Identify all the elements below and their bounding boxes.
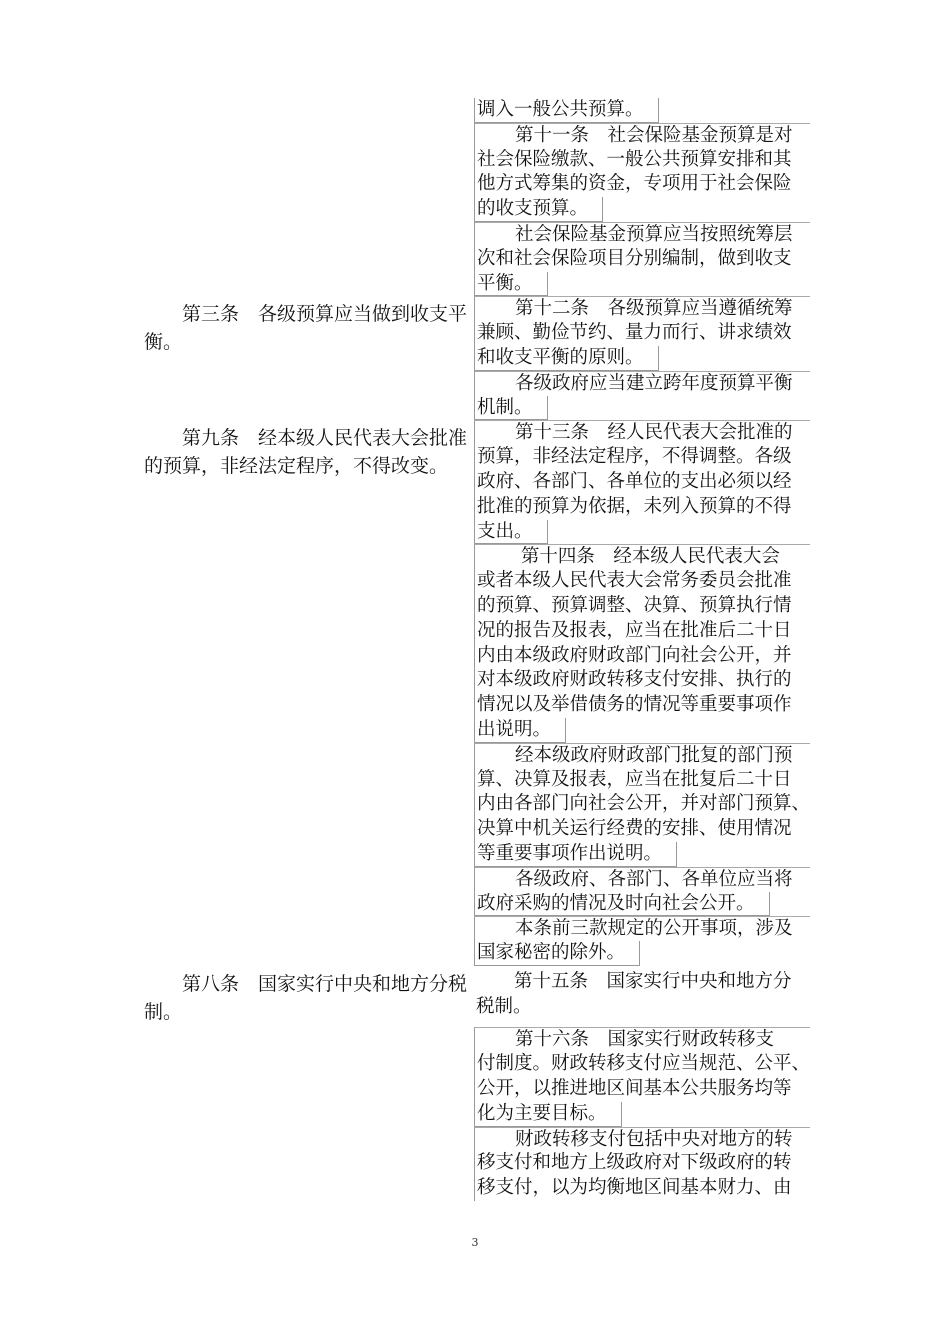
paragraph-line: 第十一条 社会保险基金预算是对 (474, 123, 810, 148)
paragraph-line: 的收支预算。 (474, 197, 603, 222)
paragraph-line: 第十四条 经本级人民代表大会 (474, 544, 810, 569)
paragraph-line: 政府采购的情况及时向社会公开。 (474, 892, 770, 917)
paragraph-line: 兼顾、勤俭节约、量力而行、讲求绩效 (474, 321, 810, 346)
paragraph-line: 或者本级人民代表大会常务委员会批准 (474, 569, 810, 594)
paragraph-line: 本条前三款规定的公开事项，涉及 (474, 916, 810, 941)
paragraph-line: 移支付，以为均衡地区间基本财力、由 (474, 1176, 810, 1201)
paragraph-line: 算、决算及报表，应当在批复后二十日 (474, 768, 810, 793)
left-article-line: 第八条 国家实行中央和地方分税 (182, 973, 468, 995)
paragraph-line: 和收支平衡的原则。 (474, 346, 659, 371)
paragraph-line: 社会保险缴款、一般公共预算安排和其 (474, 148, 810, 173)
paragraph-line: 移支付和地方上级政府对下级政府的转 (474, 1151, 810, 1176)
paragraph-line: 化为主要目标。 (474, 1102, 622, 1127)
paragraph-line: 各级政府、各部门、各单位应当将 (474, 867, 810, 892)
left-article-line: 的预算，非经法定程序，不得改变。 (144, 455, 449, 477)
left-article-8 (144, 970, 474, 1026)
paragraph-line: 各级政府应当建立跨年度预算平衡 (474, 371, 810, 396)
article-14-paragraph (474, 544, 810, 742)
paragraph-line: 第十三条 经人民代表大会批准的 (474, 420, 810, 445)
paragraph-line: 第十六条 国家实行财政转移支 (474, 1027, 810, 1052)
paragraph-line: 第十二条 各级预算应当遵循统筹 (474, 296, 810, 321)
left-article-3 (144, 300, 474, 356)
article-16-paragraph (474, 1027, 810, 1126)
paragraph-line: 内由各部门向社会公开，并对部门预算、 (474, 792, 810, 817)
paragraph-line: 他方式筹集的资金，专项用于社会保险 (474, 172, 810, 197)
paragraph-line: 机制。 (474, 396, 548, 421)
paragraph-line: 政府、各部门、各单位的支出必须以经 (474, 470, 810, 495)
article-11-paragraph (474, 123, 810, 222)
left-article-line: 第三条 各级预算应当做到收支平 (182, 303, 468, 325)
paragraph-line: 支出。 (474, 520, 548, 545)
paragraph-line: 国家秘密的除外。 (474, 941, 640, 966)
paragraph-line: 第十五条 国家实行中央和地方分 (514, 970, 792, 992)
paragraph (474, 867, 810, 917)
paragraph (474, 371, 810, 421)
paragraph (474, 743, 810, 867)
paragraph-line: 平衡。 (474, 272, 548, 297)
left-article-line: 衡。 (144, 331, 183, 353)
paragraph-line: 批准的预算为依据，未列入预算的不得 (474, 495, 810, 520)
paragraph-line: 调入一般公共预算。 (474, 98, 659, 123)
paragraph (474, 98, 810, 123)
paragraph-line: 社会保险基金预算应当按照统筹层 (474, 222, 810, 247)
article-13-paragraph (474, 420, 810, 544)
left-article-9 (144, 424, 474, 480)
paragraph-line: 出说明。 (474, 718, 566, 743)
paragraph-line: 等重要事项作出说明。 (474, 842, 677, 867)
paragraph-line: 对本级政府财政转移支付安排、执行的 (474, 668, 810, 693)
left-article-line: 制。 (144, 1001, 183, 1023)
left-article-line: 第九条 经本级人民代表大会批准 (182, 427, 468, 449)
page-number: 3 (471, 1236, 479, 1249)
paragraph-line: 内由本级政府财政部门向社会公开，并 (474, 644, 810, 669)
paragraph (474, 1127, 810, 1201)
paragraph-line: 情况以及举借债务的情况等重要事项作 (474, 693, 810, 718)
paragraph-line: 次和社会保险项目分别编制，做到收支 (474, 247, 810, 272)
article-15-paragraph (474, 970, 810, 1020)
right-column (474, 98, 810, 1201)
paragraph-line: 况的报告及报表，应当在批准后二十日 (474, 619, 810, 644)
paragraph-line: 经本级政府财政部门批复的部门预 (474, 743, 810, 768)
paragraph (474, 222, 810, 296)
paragraph-line: 税制。 (476, 995, 532, 1017)
paragraph-line: 的预算、预算调整、决算、预算执行情 (474, 594, 810, 619)
article-12-paragraph (474, 296, 810, 370)
paragraph-line: 付制度。财政转移支付应当规范、公平、 (474, 1052, 810, 1077)
paragraph-line: 财政转移支付包括中央对地方的转 (474, 1127, 810, 1152)
paragraph (474, 916, 810, 966)
paragraph-line: 决算中机关运行经费的安排、使用情况 (474, 817, 810, 842)
paragraph-line: 公开，以推进地区间基本公共服务均等 (474, 1077, 810, 1102)
paragraph-line: 预算，非经法定程序，不得调整。各级 (474, 445, 810, 470)
